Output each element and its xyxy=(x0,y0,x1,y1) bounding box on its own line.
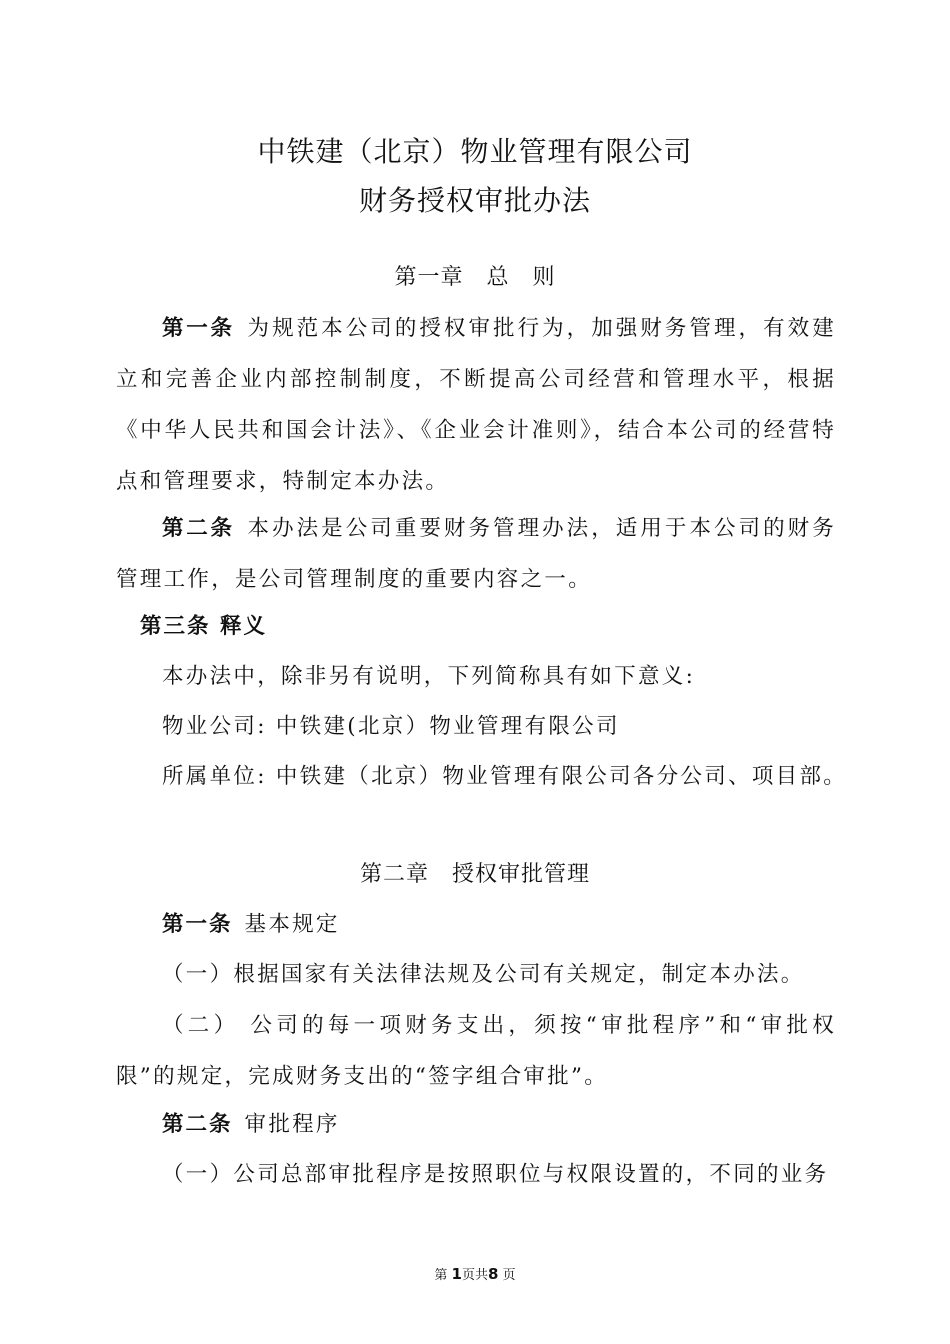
article-label: 第一条 xyxy=(162,316,235,341)
chapter2-article1-heading xyxy=(162,910,340,940)
chapter1-article3-heading: 第三条 释义 xyxy=(140,614,267,639)
document-title-line2: 财务授权审批办法 xyxy=(358,184,591,217)
article-text: 为规范本公司的授权审批行为，加强财务管理，有效建立和完善企业内部控制制度，不断提高公司经营和管理水平，根据《中华人民共和国会计法》、《企业会计准则》，结合本公司的经营特点和管理要求，特制定本办法。 xyxy=(116,316,836,494)
chapter2-article1-item2: （二） 公司的每一项财务支出，须按“审批程序”和“审批权限”的规定，完成财务支出的“签字组合审批”。 xyxy=(116,1013,836,1089)
chapter1-article1 xyxy=(116,303,836,507)
footer-total-pages: 8 xyxy=(488,1265,499,1283)
article-text: 本办法是公司重要财务管理办法，适用于本公司的财务管理工作，是公司管理制度的重要内容之一。 xyxy=(116,516,836,592)
footer-middle: 页共 xyxy=(461,1268,488,1283)
article-label: 第一条 xyxy=(162,912,233,937)
article-label: 第二条 xyxy=(162,1112,233,1137)
definitions-intro: 本办法中，除非另有说明，下列简称具有如下意义: xyxy=(162,664,696,689)
chapter2-article2-heading xyxy=(162,1110,340,1140)
definition-subsidiary-units: 所属单位: 中铁建（北京）物业管理有限公司各分公司、项目部。 xyxy=(162,764,848,789)
article-title: 审批程序 xyxy=(244,1112,340,1137)
definition-property-company: 物业公司: 中铁建(北京）物业管理有限公司 xyxy=(162,714,620,739)
article-label: 第二条 xyxy=(162,516,235,541)
article-title: 基本规定 xyxy=(244,912,340,937)
footer-prefix: 第 xyxy=(434,1268,448,1283)
chapter2-article1-item1: （一）根据国家有关法律法规及公司有关规定，制定本办法。 xyxy=(162,962,805,987)
footer-page-number: 1 xyxy=(451,1265,462,1283)
chapter2-article2-item1: （一）公司总部审批程序是按照职位与权限设置的，不同的业务 xyxy=(162,1162,829,1187)
chapter1-heading: 第一章 总 则 xyxy=(394,265,556,290)
document-title-line1: 中铁建（北京）物业管理有限公司 xyxy=(257,135,693,168)
footer-suffix: 页 xyxy=(502,1268,516,1283)
chapter1-article2 xyxy=(116,503,836,605)
chapter2-heading: 第二章 授权审批管理 xyxy=(359,862,590,887)
page-footer xyxy=(0,1264,950,1286)
